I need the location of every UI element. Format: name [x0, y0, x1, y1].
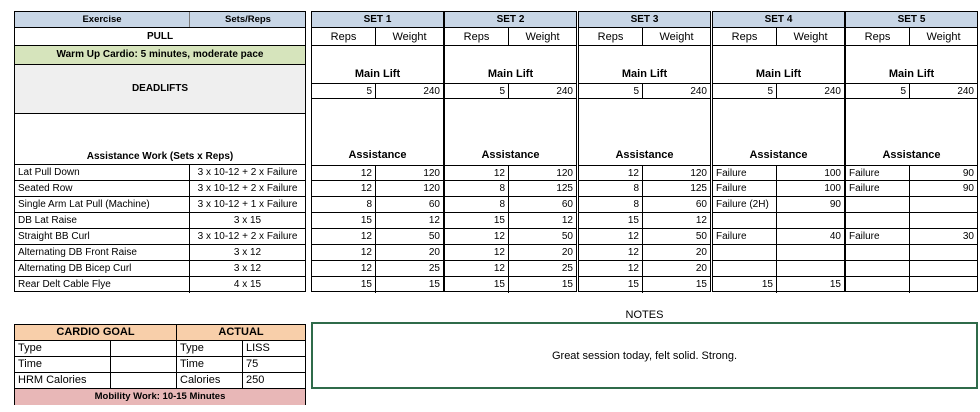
cardio-actual-label: Calories [177, 373, 243, 388]
reps-header: Reps [312, 28, 376, 45]
assistance-row [846, 213, 977, 229]
exercise-row [15, 229, 305, 245]
assistance-weight[interactable]: 15 [695, 279, 707, 290]
assistance-row [445, 245, 576, 261]
assistance-row [579, 181, 710, 197]
assistance-reps[interactable]: 8 [445, 197, 509, 212]
assistance-weight[interactable]: 50 [695, 231, 707, 242]
cardio-goal-label: Time [15, 357, 111, 372]
main-lift-name: DEADLIFTS [131, 83, 189, 94]
assistance-weight[interactable]: 25 [561, 263, 573, 274]
mobility-text: Mobility Work: 10-15 Minutes [94, 391, 226, 402]
cardio-goal-value[interactable] [111, 341, 177, 356]
exercise-row [15, 245, 305, 261]
assistance-reps[interactable]: Failure [713, 229, 777, 244]
set-block-3 [578, 11, 711, 292]
assistance-weight[interactable] [777, 245, 844, 260]
assistance-weight[interactable] [777, 261, 844, 276]
assistance-reps[interactable] [846, 261, 910, 276]
main-lift-weight[interactable]: 240 [824, 86, 841, 97]
assistance-weight[interactable]: 50 [428, 231, 440, 242]
set-title: SET 2 [445, 12, 576, 28]
notes-box[interactable] [311, 322, 978, 389]
assistance-weight[interactable]: 120 [423, 183, 440, 194]
set-block-5 [845, 11, 978, 292]
assistance-row [846, 165, 977, 181]
assistance-row [579, 213, 710, 229]
assistance-row [713, 277, 844, 293]
assistance-weight[interactable]: 30 [962, 231, 974, 242]
assistance-reps[interactable]: 8 [579, 197, 643, 212]
main-lift-label: Main Lift [354, 68, 401, 80]
exercise-scheme: 3 x 10-12 + 2 x Failure [197, 231, 298, 242]
set-col-headers [312, 28, 443, 46]
assistance-row [713, 197, 844, 213]
assistance-weight[interactable]: 60 [561, 199, 573, 210]
exercise-scheme: 3 x 10-12 + 2 x Failure [197, 183, 298, 194]
assistance-row [846, 245, 977, 261]
main-lift-label: Main Lift [755, 68, 802, 80]
cardio-actual-value[interactable]: 250 [246, 374, 265, 386]
reps-header: Reps [846, 28, 910, 45]
assistance-weight[interactable]: 12 [561, 215, 573, 226]
assistance-reps[interactable]: 12 [312, 245, 376, 260]
weight-header: Weight [392, 31, 427, 43]
main-lift-row [15, 65, 305, 114]
exercise-scheme: 3 x 12 [233, 247, 262, 258]
assistance-weight[interactable]: 60 [695, 199, 707, 210]
notes-text: Great session today, felt solid. Strong. [551, 350, 738, 362]
assistance-row [846, 181, 977, 197]
assistance-row [579, 229, 710, 245]
main-lift-reps[interactable]: 5 [713, 84, 777, 98]
cardio-goal-label: HRM Calories [15, 373, 111, 388]
assistance-reps[interactable]: 12 [312, 181, 376, 196]
cardio-header-row [15, 325, 305, 341]
assistance-row [713, 261, 844, 277]
assistance-reps[interactable]: 8 [579, 181, 643, 196]
set-title: SET 3 [579, 12, 710, 28]
assistance-row [846, 197, 977, 213]
assistance-row [312, 229, 443, 245]
exercise-row [15, 213, 305, 229]
weight-header: Weight [926, 31, 961, 43]
exercise-header: Exercise [15, 12, 190, 27]
main-lift-reps[interactable]: 5 [312, 84, 376, 98]
cardio-goal-label: Type [15, 341, 111, 356]
assistance-reps[interactable]: 15 [312, 277, 376, 293]
assistance-reps[interactable]: 15 [445, 213, 509, 228]
assistance-row [445, 229, 576, 245]
exercise-name: Rear Delt Cable Flye [15, 277, 190, 293]
assistance-weight[interactable]: 90 [829, 199, 841, 210]
assistance-weight[interactable]: 15 [428, 279, 440, 290]
assistance-reps[interactable]: Failure (2H) [713, 197, 777, 212]
assistance-weight[interactable]: 12 [428, 215, 440, 226]
assistance-weight[interactable]: 125 [690, 183, 707, 194]
assistance-reps[interactable] [846, 197, 910, 212]
assistance-weight[interactable]: 15 [829, 279, 841, 290]
assistance-label: Assistance [481, 149, 540, 161]
assistance-weight[interactable]: 120 [556, 168, 573, 179]
set-title: SET 4 [713, 12, 844, 28]
assistance-row [312, 245, 443, 261]
main-lift-label: Main Lift [487, 68, 534, 80]
assistance-row [579, 277, 710, 293]
exercise-name: Seated Row [15, 181, 190, 196]
weight-header: Weight [525, 31, 560, 43]
workout-title-row [15, 28, 305, 46]
main-lift-label: Main Lift [621, 68, 668, 80]
assistance-row [312, 277, 443, 293]
assistance-reps[interactable]: 15 [713, 277, 777, 293]
exercise-name: Alternating DB Bicep Curl [15, 261, 190, 276]
main-lift-reps[interactable]: 5 [579, 84, 643, 98]
cardio-row [15, 373, 305, 389]
cardio-actual-value[interactable]: LISS [246, 342, 270, 354]
assistance-reps[interactable]: 12 [312, 229, 376, 244]
assistance-row [713, 245, 844, 261]
exercise-scheme: 3 x 10-12 + 1 x Failure [197, 199, 298, 210]
assistance-label: Assistance [348, 149, 407, 161]
cardio-row [15, 341, 305, 357]
reps-header: Reps [713, 28, 777, 45]
assistance-reps[interactable]: Failure [846, 166, 910, 180]
exercise-scheme: 3 x 15 [233, 215, 262, 226]
exercise-row [15, 261, 305, 277]
assistance-title: Assistance Work (Sets x Reps) [86, 151, 234, 162]
assistance-title-row [15, 114, 305, 165]
main-lift-reps[interactable]: 5 [445, 84, 509, 98]
assistance-weight[interactable]: 15 [561, 279, 573, 290]
exercise-row [15, 165, 305, 181]
set-col-headers [713, 28, 844, 46]
assistance-label: Assistance [615, 149, 674, 161]
cardio-goal-value[interactable] [111, 357, 177, 372]
exercise-name: DB Lat Raise [15, 213, 190, 228]
assistance-weight[interactable]: 125 [556, 183, 573, 194]
cardio-actual-header: ACTUAL [218, 326, 264, 338]
main-lift-weight[interactable]: 240 [690, 86, 707, 97]
assistance-row [579, 245, 710, 261]
assistance-reps[interactable]: Failure [846, 181, 910, 196]
assistance-weight[interactable]: 100 [824, 183, 841, 194]
assistance-reps[interactable]: 12 [445, 245, 509, 260]
assistance-reps[interactable]: 12 [445, 229, 509, 244]
main-lift-values [846, 83, 977, 99]
assistance-row [445, 165, 576, 181]
assistance-weight[interactable]: 120 [423, 168, 440, 179]
workout-title: PULL [146, 31, 174, 42]
assistance-row [713, 229, 844, 245]
exercise-name: Lat Pull Down [15, 165, 190, 180]
assistance-reps[interactable]: 12 [312, 261, 376, 276]
assistance-reps[interactable] [846, 213, 910, 228]
assistance-weight[interactable]: 20 [695, 263, 707, 274]
assistance-weight[interactable]: 60 [428, 199, 440, 210]
assistance-reps[interactable]: 12 [579, 245, 643, 260]
assistance-weight[interactable] [910, 277, 977, 293]
assistance-weight[interactable]: 40 [829, 231, 841, 242]
cardio-goal-header: CARDIO GOAL [15, 325, 177, 340]
set-title: SET 1 [312, 12, 443, 28]
assistance-row [312, 261, 443, 277]
assistance-row [445, 277, 576, 293]
assistance-weight[interactable]: 90 [962, 183, 974, 194]
reps-header: Reps [445, 28, 509, 45]
assistance-row [312, 181, 443, 197]
exercise-name: Straight BB Curl [15, 229, 190, 244]
set-col-headers [579, 28, 710, 46]
assistance-row [713, 165, 844, 181]
exercise-scheme: 4 x 15 [233, 279, 262, 290]
assistance-weight[interactable]: 12 [695, 215, 707, 226]
exercise-block [14, 11, 306, 292]
assistance-reps[interactable]: Failure [713, 181, 777, 196]
assistance-row [579, 197, 710, 213]
assistance-row [579, 165, 710, 181]
assistance-weight[interactable] [910, 197, 977, 212]
exercise-scheme: 3 x 12 [233, 263, 262, 274]
assistance-weight[interactable]: 90 [962, 168, 974, 179]
warmup-text: Warm Up Cardio: 5 minutes, moderate pace [56, 49, 264, 60]
main-lift-values [445, 83, 576, 99]
assistance-weight[interactable]: 20 [695, 247, 707, 258]
assistance-reps[interactable]: 8 [312, 197, 376, 212]
assistance-row [445, 181, 576, 197]
cardio-actual-label: Type [177, 341, 243, 356]
assistance-reps[interactable]: 12 [312, 166, 376, 180]
main-lift-reps[interactable]: 5 [846, 84, 910, 98]
main-lift-values [312, 83, 443, 99]
set-col-headers [445, 28, 576, 46]
assistance-row [846, 277, 977, 293]
assistance-row [445, 261, 576, 277]
assistance-weight[interactable] [910, 213, 977, 228]
exercise-header-row [15, 12, 305, 28]
exercise-row [15, 277, 305, 293]
main-lift-weight[interactable]: 240 [423, 86, 440, 97]
set-block-4 [712, 11, 845, 292]
assistance-reps[interactable]: Failure [846, 229, 910, 244]
set-col-headers [846, 28, 977, 46]
assistance-reps[interactable]: 15 [312, 213, 376, 228]
sets-reps-header: Sets/Reps [225, 14, 271, 25]
assistance-label: Assistance [749, 149, 808, 161]
assistance-row [312, 213, 443, 229]
set-block-1 [311, 11, 444, 292]
reps-header: Reps [579, 28, 643, 45]
assistance-reps[interactable]: 12 [445, 166, 509, 180]
assistance-reps[interactable]: 12 [579, 261, 643, 276]
assistance-reps[interactable]: 15 [579, 213, 643, 228]
weight-header: Weight [659, 31, 694, 43]
exercise-row [15, 197, 305, 213]
assistance-reps[interactable] [846, 277, 910, 293]
assistance-reps[interactable] [846, 245, 910, 260]
assistance-row [846, 229, 977, 245]
assistance-row [312, 197, 443, 213]
assistance-weight[interactable] [777, 213, 844, 228]
assistance-weight[interactable]: 20 [428, 247, 440, 258]
assistance-reps[interactable] [713, 245, 777, 260]
assistance-weight[interactable]: 20 [561, 247, 573, 258]
main-lift-weight[interactable]: 240 [556, 86, 573, 97]
assistance-reps[interactable]: 12 [579, 229, 643, 244]
assistance-reps[interactable] [713, 213, 777, 228]
assistance-row [445, 213, 576, 229]
cardio-actual-value[interactable]: 75 [246, 358, 259, 370]
exercise-name: Alternating DB Front Raise [15, 245, 190, 260]
main-lift-label: Main Lift [888, 68, 935, 80]
assistance-reps[interactable]: 15 [445, 277, 509, 293]
notes-title: NOTES [625, 309, 664, 321]
assistance-row [579, 261, 710, 277]
cardio-block [14, 324, 306, 405]
assistance-reps[interactable]: 15 [579, 277, 643, 293]
exercise-name: Single Arm Lat Pull (Machine) [15, 197, 190, 212]
assistance-reps[interactable]: Failure [713, 166, 777, 180]
assistance-weight[interactable] [910, 245, 977, 260]
assistance-row [713, 213, 844, 229]
assistance-weight[interactable]: 25 [428, 263, 440, 274]
assistance-weight[interactable]: 120 [690, 168, 707, 179]
main-lift-values [713, 83, 844, 99]
assistance-weight[interactable]: 100 [824, 168, 841, 179]
main-lift-weight[interactable]: 240 [957, 86, 974, 97]
cardio-row [15, 357, 305, 373]
weight-header: Weight [793, 31, 828, 43]
assistance-row [312, 165, 443, 181]
cardio-actual-label: Time [177, 357, 243, 372]
assistance-weight[interactable]: 50 [561, 231, 573, 242]
exercise-scheme: 3 x 10-12 + 2 x Failure [197, 167, 298, 178]
assistance-row [846, 261, 977, 277]
assistance-reps[interactable]: 8 [445, 181, 509, 196]
cardio-goal-value[interactable] [111, 373, 177, 388]
assistance-row [713, 181, 844, 197]
assistance-reps[interactable] [713, 261, 777, 276]
warmup-row [15, 46, 305, 65]
set-title: SET 5 [846, 12, 977, 28]
assistance-reps[interactable]: 12 [579, 166, 643, 180]
assistance-label: Assistance [882, 149, 941, 161]
assistance-weight[interactable] [910, 261, 977, 276]
exercise-row [15, 181, 305, 197]
main-lift-values [579, 83, 710, 99]
assistance-reps[interactable]: 12 [445, 261, 509, 276]
assistance-row [445, 197, 576, 213]
set-block-2 [444, 11, 577, 292]
mobility-row [15, 389, 305, 405]
